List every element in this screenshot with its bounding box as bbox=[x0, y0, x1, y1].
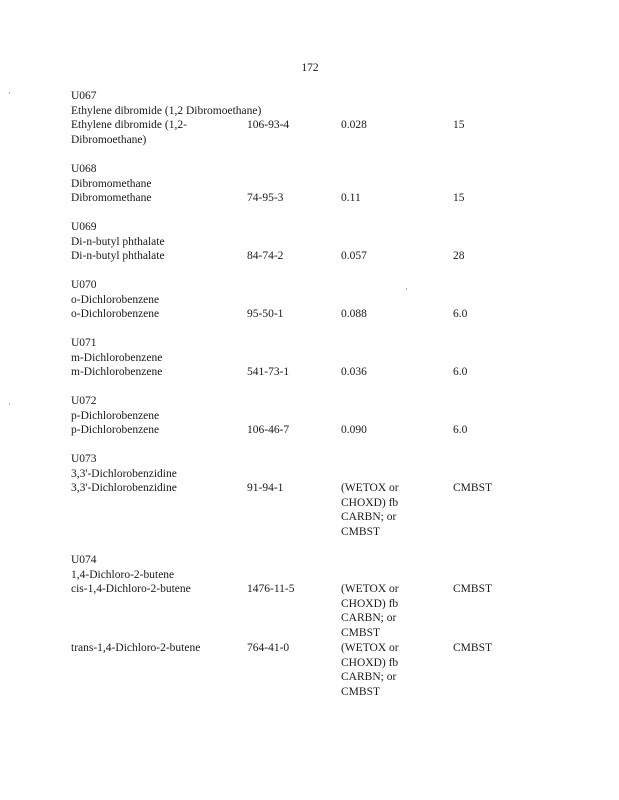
page-number: 172 bbox=[301, 62, 319, 74]
scan-speck: · bbox=[8, 88, 11, 98]
nonwastewater-standard: CMBST bbox=[453, 482, 492, 494]
nonwastewater-standard: 6.0 bbox=[453, 308, 468, 320]
wastewater-standard: 0.088 bbox=[341, 308, 367, 320]
wastewater-standard: 0.11 bbox=[341, 192, 361, 204]
waste-code: U074 bbox=[71, 554, 97, 566]
waste-code: U072 bbox=[71, 395, 97, 407]
cas-number: 74-95-3 bbox=[247, 192, 284, 204]
scan-speck: · bbox=[8, 399, 11, 409]
waste-entry bbox=[71, 553, 571, 701]
constituent-row bbox=[71, 249, 571, 264]
cas-number: 106-93-4 bbox=[247, 119, 290, 131]
waste-code: U073 bbox=[71, 453, 97, 465]
nonwastewater-standard: 15 bbox=[453, 192, 465, 204]
constituent-name: Dibromomethane bbox=[71, 192, 152, 204]
constituent-row bbox=[71, 641, 571, 701]
constituent-name: trans-1,4-Dichloro-2-butene bbox=[71, 642, 201, 654]
waste-group-name: Di-n-butyl phthalate bbox=[71, 235, 165, 248]
nonwastewater-standard: 15 bbox=[453, 119, 465, 131]
wastewater-standard: 0.057 bbox=[341, 250, 367, 262]
cas-number: 1476-11-5 bbox=[247, 583, 295, 595]
waste-entry bbox=[71, 278, 571, 322]
cas-number: 106-46-7 bbox=[247, 424, 290, 436]
wastewater-standard: (WETOX or CHOXD) fb CARBN; or CMBST bbox=[341, 583, 399, 639]
constituent-row bbox=[71, 582, 571, 641]
constituent-row bbox=[71, 191, 571, 206]
nonwastewater-standard: 28 bbox=[453, 250, 465, 262]
constituent-row bbox=[71, 423, 571, 438]
cas-number: 95-50-1 bbox=[247, 308, 284, 320]
waste-entry bbox=[71, 452, 571, 541]
waste-code: U068 bbox=[71, 163, 97, 175]
wastewater-standard: 0.090 bbox=[341, 424, 367, 436]
wastewater-standard: 0.036 bbox=[341, 366, 367, 378]
waste-group-name: Ethylene dibromide (1,2 Dibromoethane) bbox=[71, 104, 262, 117]
constituent-name: 3,3'-Dichlorobenzidine bbox=[71, 482, 177, 494]
cas-number: 764-41-0 bbox=[247, 642, 290, 654]
waste-group-name: 3,3'-Dichlorobenzidine bbox=[71, 467, 177, 480]
scan-speck: · bbox=[405, 284, 408, 294]
waste-group-name: o-Dichlorobenzene bbox=[71, 293, 160, 306]
nonwastewater-standard: 6.0 bbox=[453, 424, 468, 436]
waste-code: U067 bbox=[71, 90, 97, 102]
waste-group-name: 1,4-Dichloro-2-butene bbox=[71, 568, 175, 581]
constituent-name: m-Dichlorobenzene bbox=[71, 366, 163, 378]
cas-number: 84-74-2 bbox=[247, 250, 284, 262]
constituent-name: p-Dichlorobenzene bbox=[71, 424, 160, 436]
constituent-row bbox=[71, 365, 571, 380]
waste-entry bbox=[71, 220, 571, 264]
constituent-row bbox=[71, 481, 571, 541]
waste-code: U069 bbox=[71, 221, 97, 233]
wastewater-standard: (WETOX or CHOXD) fb CARBN; or CMBST bbox=[341, 642, 399, 698]
waste-code: U071 bbox=[71, 337, 97, 349]
waste-entry bbox=[71, 89, 571, 147]
waste-group-name: p-Dichlorobenzene bbox=[71, 409, 160, 422]
constituent-name: Ethylene dibromide (1,2- Dibromoethane) bbox=[71, 119, 187, 146]
nonwastewater-standard: CMBST bbox=[453, 583, 492, 595]
constituent-row bbox=[71, 307, 571, 322]
wastewater-standard: 0.028 bbox=[341, 119, 367, 131]
nonwastewater-standard: CMBST bbox=[453, 642, 492, 654]
constituent-name: cis-1,4-Dichloro-2-butene bbox=[71, 583, 191, 595]
waste-entry bbox=[71, 394, 571, 438]
waste-entry bbox=[71, 162, 571, 206]
waste-entry bbox=[71, 336, 571, 380]
waste-group-name: m-Dichlorobenzene bbox=[71, 351, 163, 364]
waste-group-name: Dibromomethane bbox=[71, 177, 152, 190]
waste-code: U070 bbox=[71, 279, 97, 291]
nonwastewater-standard: 6.0 bbox=[453, 366, 468, 378]
cas-number: 541-73-1 bbox=[247, 366, 290, 378]
constituent-name: Di-n-butyl phthalate bbox=[71, 250, 165, 262]
constituent-row bbox=[71, 118, 571, 147]
constituent-name: o-Dichlorobenzene bbox=[71, 308, 160, 320]
cas-number: 91-94-1 bbox=[247, 482, 284, 494]
wastewater-standard: (WETOX or CHOXD) fb CARBN; or CMBST bbox=[341, 482, 399, 538]
